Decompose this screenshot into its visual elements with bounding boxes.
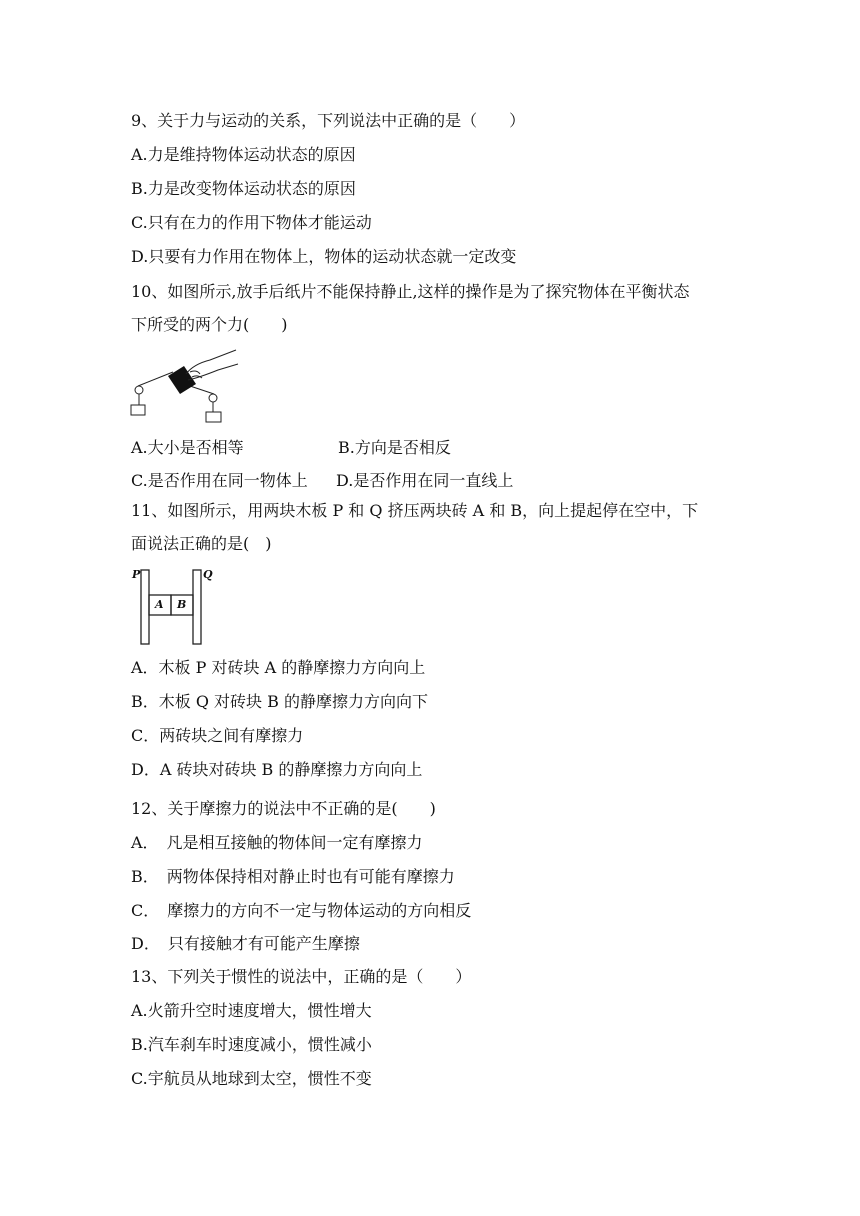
q12-option-d: D． 只有接触才有可能产生摩擦 [131, 934, 360, 953]
q10-option-c: C.是否作用在同一物体上 [131, 471, 308, 490]
q13-option-b: B.汽车刹车时速度减小，惯性减小 [131, 1035, 372, 1054]
label-brick-b: B [177, 598, 187, 611]
q9-option-c: C.只有在力的作用下物体才能运动 [131, 213, 372, 232]
label-brick-a: A [155, 598, 164, 611]
q11-option-c: C．两砖块之间有摩擦力 [131, 726, 304, 745]
q10-pulley-figure [128, 344, 243, 426]
q11-stem-line1: 11、如图所示，用两块木板 P 和 Q 挤压两块砖 A 和 B，向上提起停在空中，下 [131, 501, 699, 520]
q10-stem-line1: 10、如图所示,放手后纸片不能保持静止,这样的操作是为了探究物体在平衡状态 [131, 282, 690, 301]
q9-option-d: D.只要有力作用在物体上，物体的运动状态就一定改变 [131, 247, 517, 266]
q11-option-d: D．A 砖块对砖块 B 的静摩擦力方向向上 [131, 760, 423, 779]
q11-option-a: A．木板 P 对砖块 A 的静摩擦力方向向上 [131, 658, 426, 677]
q9-option-b: B.力是改变物体运动状态的原因 [131, 179, 356, 198]
q10-option-a: A.大小是否相等 [131, 438, 244, 457]
q13-option-a: A.火箭升空时速度增大，惯性增大 [131, 1001, 372, 1020]
label-q: Q [203, 568, 213, 581]
q12-option-a: A． 凡是相互接触的物体间一定有摩擦力 [131, 833, 423, 852]
q13-stem: 13、下列关于惯性的说法中，正确的是（ ） [131, 967, 472, 986]
q10-options-row2 [131, 471, 513, 491]
q11-brick-figure [131, 564, 221, 646]
q9-stem: 9、关于力与运动的关系，下列说法中正确的是（ ） [131, 111, 526, 130]
q9-option-a: A.力是维持物体运动状态的原因 [131, 145, 356, 164]
q10-stem-line2: 下所受的两个力( ) [131, 315, 288, 334]
label-p: P [132, 568, 141, 581]
q10-options-row1 [131, 438, 451, 458]
q10-option-d: D.是否作用在同一直线上 [336, 471, 514, 490]
q11-option-b: B．木板 Q 对砖块 B 的静摩擦力方向向下 [131, 692, 428, 711]
q11-stem-line2: 面说法正确的是( ) [131, 534, 272, 553]
q12-stem: 12、关于摩擦力的说法中不正确的是( ) [131, 799, 436, 818]
q12-option-c: C． 摩擦力的方向不一定与物体运动的方向相反 [131, 901, 472, 920]
q12-option-b: B． 两物体保持相对静止时也有可能有摩擦力 [131, 867, 455, 886]
q10-option-b: B.方向是否相反 [338, 438, 451, 457]
q13-option-c: C.宇航员从地球到太空，惯性不变 [131, 1069, 372, 1088]
